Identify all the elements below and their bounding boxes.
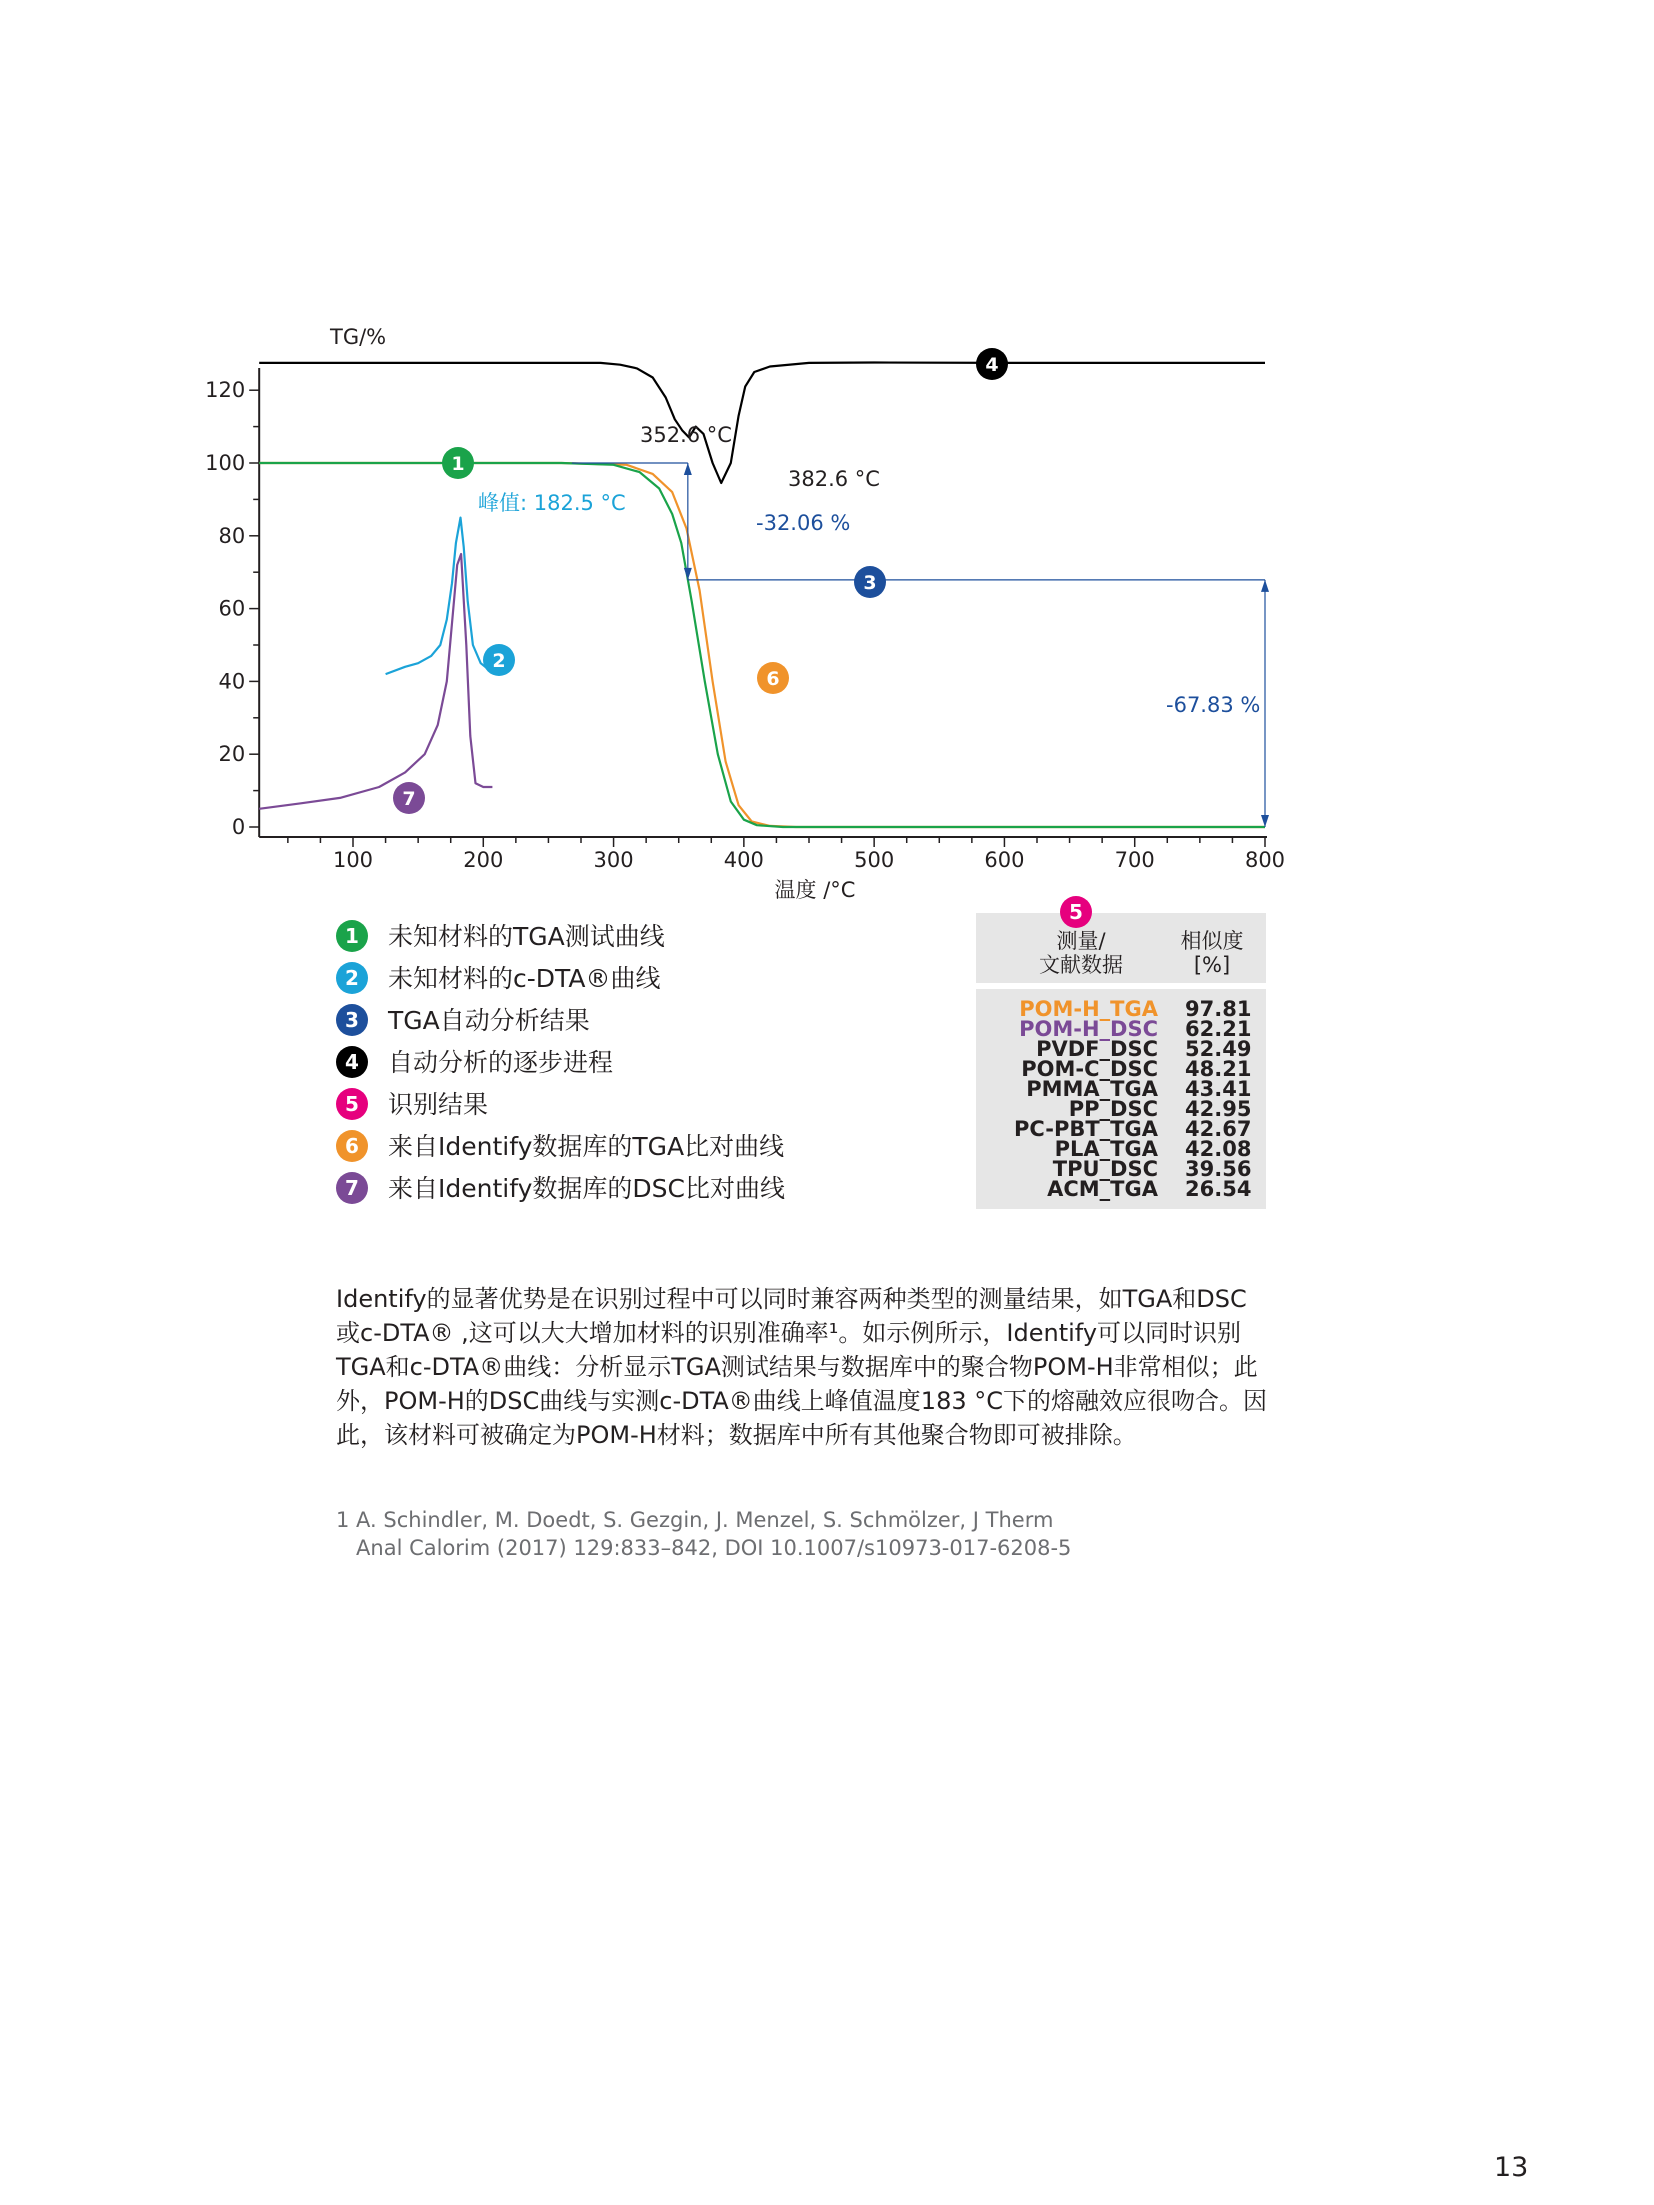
table-row [976, 1099, 1266, 1119]
onset-temperature-label: 352.6 °C [640, 423, 732, 447]
legend-4-icon: 4 [336, 1046, 368, 1078]
similarity-value: 97.81 [1185, 997, 1252, 1021]
mass-loss-1-label: -32.06 % [756, 511, 851, 535]
footnote-line: 1 A. Schindler, M. Doedt, S. Gezgin, J. Menzel, S. Schmölzer, J Therm [336, 1508, 1054, 1532]
table-row [976, 1079, 1266, 1099]
arrow-head [684, 463, 692, 475]
reference-name: PMMA_TGA [1026, 1077, 1158, 1101]
table-row [976, 1119, 1266, 1139]
paragraph-line: 外，POM-H的DSC曲线与实测c-DTA®曲线上峰值温度183 °C下的熔融效应很吻合。因 [336, 1387, 1267, 1415]
axes-group [205, 325, 1285, 902]
y-tick-label: 120 [205, 378, 246, 403]
peak-value-label: 峰值: 182.5 °C [478, 491, 626, 515]
col1-line2: 文献数据 [1039, 953, 1123, 977]
legend-label: 识别结果 [388, 1090, 489, 1119]
legend-7-icon: 7 [336, 1172, 368, 1204]
marker-1-label: 1 [451, 453, 465, 475]
arrow-head [684, 568, 692, 580]
x-tick-label: 800 [1244, 848, 1286, 872]
x-tick-label: 600 [984, 848, 1025, 872]
reference-name: PVDF_DSC [1036, 1037, 1158, 1061]
similarity-value: 43.41 [1185, 1077, 1252, 1101]
paragraph-line: TGA和c-DTA®曲线：分析显示TGA测试结果与数据库中的聚合物POM-H非常相似；此 [336, 1353, 1258, 1381]
legend-1-icon: 1 [336, 920, 368, 952]
tga-chart [0, 0, 1654, 920]
reference-name: POM-C_DSC [1021, 1057, 1158, 1081]
legend-5-icon: 5 [336, 1088, 368, 1120]
reference-name: POM-H_TGA [1019, 997, 1158, 1021]
table-row [976, 1019, 1266, 1039]
x-tick-label: 100 [332, 848, 374, 872]
table-row [976, 1139, 1266, 1159]
legend-2-icon: 2 [336, 962, 368, 994]
arrow-head [1261, 815, 1269, 827]
x-tick-label: 500 [854, 848, 895, 872]
y-tick-label: 20 [218, 742, 246, 767]
reference-name: ACM_TGA [1047, 1177, 1158, 1201]
reference-name: PC-PBT_TGA [1013, 1117, 1158, 1141]
similarity-table-header [976, 913, 1266, 983]
x-axis-title: 温度 /°C [774, 878, 856, 902]
legend-label: 未知材料的TGA测试曲线 [388, 922, 665, 951]
marker-2-label: 2 [492, 650, 506, 672]
peak-temperature-label: 382.6 °C [788, 467, 880, 491]
y-tick-label: 100 [205, 451, 246, 475]
annotations-group [478, 423, 1269, 827]
col2-line1: 相似度 [1180, 929, 1244, 953]
y-axis-title: TG/% [330, 325, 387, 349]
x-tick-label: 700 [1114, 848, 1155, 872]
legend-label: TGA自动分析结果 [388, 1006, 590, 1035]
table-row [976, 1159, 1266, 1179]
marker-7-label: 7 [402, 788, 416, 810]
reference-name: POM-H_DSC [1019, 1017, 1158, 1041]
col2-line2: [%] [1193, 953, 1231, 977]
page-number: 13 [1494, 2152, 1529, 2183]
similarity-value: 42.08 [1185, 1137, 1252, 1161]
marker-3-label: 3 [863, 572, 877, 594]
analysis-curve [259, 363, 1265, 484]
mass-loss-2-label: -67.83 % [1166, 693, 1261, 717]
legend-3-icon: 3 [336, 1004, 368, 1036]
x-tick-label: 200 [463, 848, 504, 872]
footnote-line: Anal Calorim (2017) 129:833–842, DOI 10.1007/s10973-017-6208-5 [336, 1536, 1072, 1560]
curves-group [259, 363, 1265, 828]
y-tick-label: 0 [231, 815, 246, 839]
arrow-head [1261, 580, 1269, 592]
col1-line1: 测量/ [1056, 929, 1106, 953]
badge-5-icon: 5 [1060, 896, 1092, 928]
body-paragraph [336, 1282, 1286, 1452]
y-tick-label: 60 [218, 596, 246, 621]
table-row [976, 1059, 1266, 1079]
marker-6-label: 6 [766, 668, 780, 690]
legend-label: 来自Identify数据库的TGA比对曲线 [388, 1132, 785, 1161]
legend-label: 来自Identify数据库的DSC比对曲线 [388, 1174, 785, 1203]
unknown-cdta-curve [386, 518, 502, 675]
legend-6-icon: 6 [336, 1130, 368, 1162]
reference-name: TPU_DSC [1052, 1157, 1158, 1181]
similarity-value: 42.67 [1185, 1117, 1252, 1141]
similarity-value: 52.49 [1185, 1037, 1252, 1061]
paragraph-line: Identify的显著优势是在识别过程中可以同时兼容两种类型的测量结果，如TGA和DSC [336, 1285, 1247, 1313]
paragraph-line: 此，该材料可被确定为POM-H材料；数据库中所有其他聚合物即可被排除。 [336, 1421, 1137, 1449]
similarity-value: 26.54 [1185, 1177, 1252, 1201]
legend-label: 未知材料的c-DTA®曲线 [388, 964, 661, 993]
x-tick-label: 400 [723, 848, 764, 872]
table-row [976, 1039, 1266, 1059]
table-row [976, 999, 1266, 1019]
table-row [976, 1179, 1266, 1199]
y-tick-label: 80 [218, 523, 246, 548]
similarity-value: 42.95 [1185, 1097, 1252, 1121]
reference-name: PP_DSC [1068, 1097, 1158, 1121]
legend-label: 自动分析的逐步进程 [388, 1048, 614, 1077]
markers-group [393, 348, 1008, 814]
similarity-table [976, 989, 1266, 1209]
marker-4-label: 4 [985, 354, 999, 376]
paragraph-line: 或c-DTA® ,这可以大大增加材料的识别准确率¹。如示例所示，Identify可以同时识别 [336, 1319, 1242, 1347]
x-tick-label: 300 [593, 848, 634, 872]
similarity-value: 48.21 [1185, 1057, 1252, 1081]
identify-dsc-curve [259, 554, 492, 809]
reference-name: PLA_TGA [1054, 1137, 1158, 1161]
footnote [336, 1506, 1071, 1562]
y-tick-label: 40 [218, 669, 246, 694]
similarity-value: 62.21 [1185, 1017, 1252, 1041]
similarity-value: 39.56 [1185, 1157, 1252, 1181]
